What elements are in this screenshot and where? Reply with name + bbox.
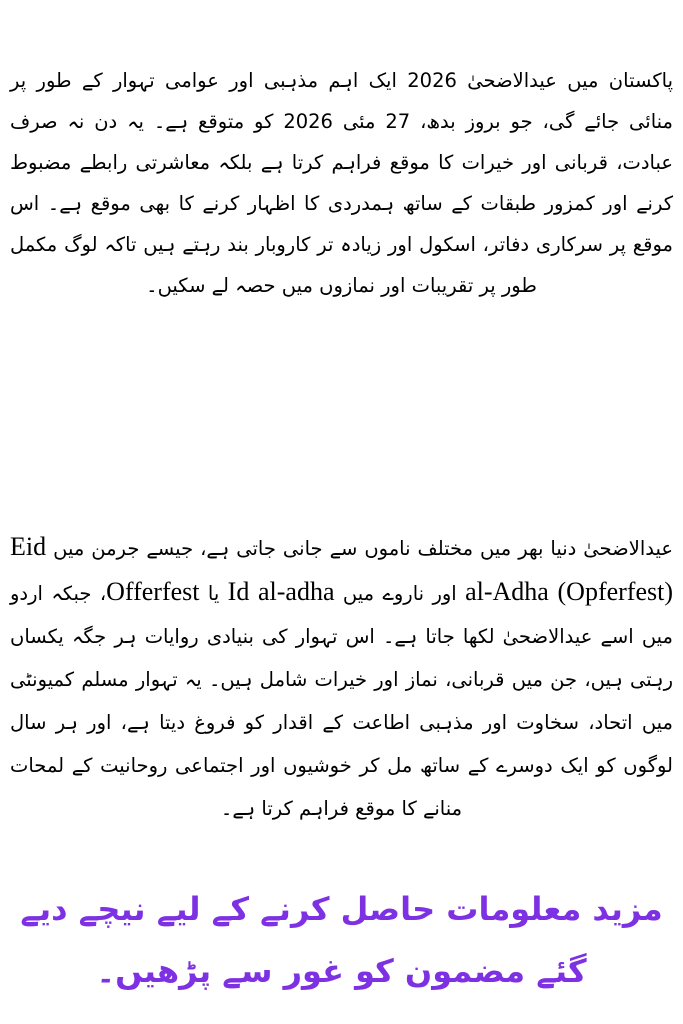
term-german-name: Eid al-Adha (Opferfest) (10, 531, 674, 606)
paragraph-2-text-2: اور ناروے میں (342, 581, 457, 605)
term-alt-name: Offerfest (106, 576, 200, 606)
article-paragraph-2 (10, 525, 673, 830)
paragraph-2-text-4: ، جبکہ اردو میں اسے عیدالاضحیٰ لکھا جاتا ہے۔ اس تہوار کی بنیادی روایات ہر جگہ یکساں رہتی ہیں، جن میں قربانی، نماز اور خیرات شامل ہیں۔ یہ تہوار مسلم کمیونٹی میں اتحاد، سخاوت اور مذہبی اطاعت کے اقدار کو فروغ دیتا ہے، اور ہر سال لوگوں کو ایک دوسرے کے ساتھ مل کر خوشیوں اور اجتماعی روحانیت کے لمحات منانے کا موقع فراہم کرتا ہے۔ (10, 581, 673, 820)
paragraph-2-text-3: یا (207, 581, 220, 605)
call-to-action-heading: مزید معلومات حاصل کرنے کے لیے نیچے دیے گئے مضمون کو غور سے پڑھیں۔ (20, 890, 663, 990)
term-norwegian-name: Id al-adha (227, 576, 335, 606)
article-paragraph-1: پاکستان میں عیدالاضحیٰ 2026 ایک اہم مذہبی اور عوامی تہوار کے طور پر منائی جائے گی، جو بروز بدھ، 27 مئی 2026 کو متوقع ہے۔ یہ دن نہ صرف عبادت، قربانی اور خیرات کا موقع فراہم کرتا ہے بلکہ معاشرتی رابطے مضبوط کرنے اور کمزور طبقات کے ساتھ ہمدردی کا اظہار کرنے کا بھی موقع ہے۔ اس موقع پر سرکاری دفاتر، اسکول اور زیادہ تر کاروبار بند رہتے ہیں تاکہ لوگ مکمل طور پر تقریبات اور نمازوں میں حصہ لے سکیں۔ (10, 68, 673, 297)
paragraph-2-text-1: عیدالاضحیٰ دنیا بھر میں مختلف ناموں سے جانی جاتی ہے، جیسے جرمن میں (53, 536, 673, 560)
